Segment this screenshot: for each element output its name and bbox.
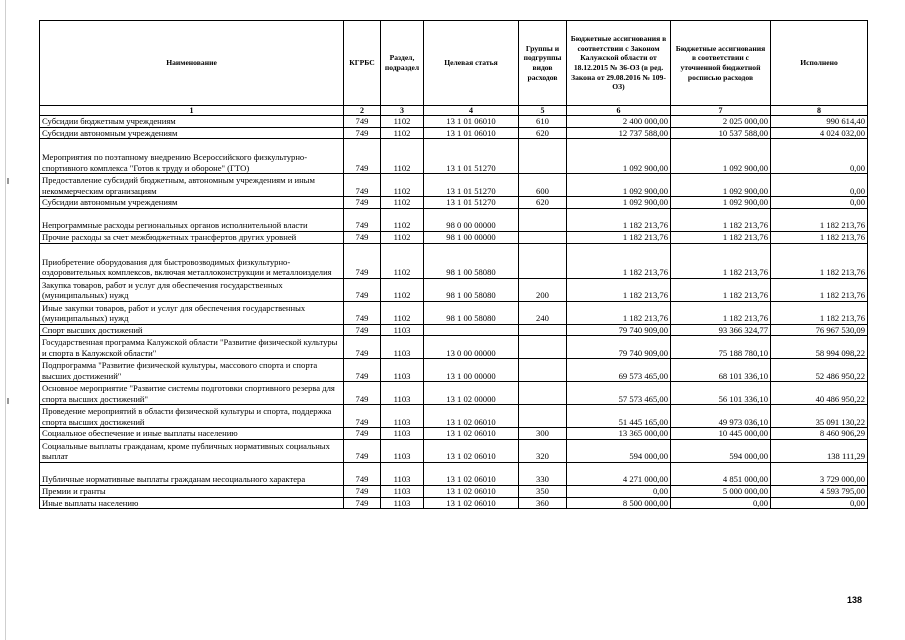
row-section: 1103 xyxy=(381,428,424,440)
header-kgrbs: КГРБС xyxy=(344,21,381,106)
row-executed-amount: 1 182 213,76 xyxy=(771,243,868,278)
row-target: 13 1 02 06010 xyxy=(424,485,519,497)
row-target: 13 0 00 00000 xyxy=(424,336,519,359)
row-name: Субсидии бюджетным учреждениям xyxy=(40,116,344,128)
row-law-amount: 1 092 900,00 xyxy=(567,139,671,174)
row-section: 1103 xyxy=(381,462,424,485)
row-law-amount: 13 365 000,00 xyxy=(567,428,671,440)
row-kgrbs: 749 xyxy=(344,139,381,174)
row-kgrbs: 749 xyxy=(344,382,381,405)
row-refined-amount: 68 101 336,10 xyxy=(671,359,771,382)
row-group: 200 xyxy=(519,278,567,301)
column-number: 2 xyxy=(344,106,381,116)
row-target: 13 1 02 06010 xyxy=(424,428,519,440)
table-row xyxy=(40,462,868,485)
row-executed-amount: 0,00 xyxy=(771,174,868,197)
table-row xyxy=(40,497,868,509)
table-row xyxy=(40,197,868,209)
row-section: 1102 xyxy=(381,243,424,278)
row-name: Прочие расходы за счет межбюджетных трансфертов других уровней xyxy=(40,231,344,243)
row-executed-amount: 76 967 530,09 xyxy=(771,324,868,336)
table-row xyxy=(40,116,868,128)
row-refined-amount: 1 182 213,76 xyxy=(671,278,771,301)
row-law-amount: 1 182 213,76 xyxy=(567,208,671,231)
row-law-amount: 1 182 213,76 xyxy=(567,243,671,278)
row-section: 1103 xyxy=(381,405,424,428)
row-group: 620 xyxy=(519,197,567,209)
row-executed-amount: 1 182 213,76 xyxy=(771,301,868,324)
header-row xyxy=(40,21,868,106)
row-target: 98 0 00 00000 xyxy=(424,208,519,231)
row-target: 13 1 02 06010 xyxy=(424,497,519,509)
column-number: 8 xyxy=(771,106,868,116)
row-group: 320 xyxy=(519,439,567,462)
table-row xyxy=(40,127,868,139)
row-target xyxy=(424,324,519,336)
table-row xyxy=(40,243,868,278)
row-law-amount: 69 573 465,00 xyxy=(567,359,671,382)
row-law-amount: 1 182 213,76 xyxy=(567,231,671,243)
row-section: 1103 xyxy=(381,382,424,405)
row-group xyxy=(519,324,567,336)
row-law-amount: 1 182 213,76 xyxy=(567,301,671,324)
row-refined-amount: 93 366 324,77 xyxy=(671,324,771,336)
row-executed-amount: 4 024 032,00 xyxy=(771,127,868,139)
row-section: 1103 xyxy=(381,485,424,497)
row-section: 1102 xyxy=(381,139,424,174)
row-kgrbs: 749 xyxy=(344,116,381,128)
row-group xyxy=(519,359,567,382)
row-refined-amount: 594 000,00 xyxy=(671,439,771,462)
header-refined: Бюджетные ассигнования в соответствии с уточненной бюджетной росписью расходов xyxy=(671,21,771,106)
row-executed-amount: 1 182 213,76 xyxy=(771,278,868,301)
row-section: 1102 xyxy=(381,278,424,301)
row-law-amount: 4 271 000,00 xyxy=(567,462,671,485)
row-section: 1103 xyxy=(381,359,424,382)
row-section: 1103 xyxy=(381,497,424,509)
row-target: 13 1 02 06010 xyxy=(424,462,519,485)
row-group: 240 xyxy=(519,301,567,324)
row-group xyxy=(519,208,567,231)
table-row xyxy=(40,359,868,382)
row-target: 98 1 00 58080 xyxy=(424,278,519,301)
row-executed-amount: 52 486 950,22 xyxy=(771,359,868,382)
column-number: 5 xyxy=(519,106,567,116)
row-target: 13 1 00 00000 xyxy=(424,359,519,382)
row-refined-amount: 2 025 000,00 xyxy=(671,116,771,128)
row-name: Субсидии автономным учреждениям xyxy=(40,197,344,209)
row-name: Мероприятия по поэтапному внедрению Всероссийского физкультурно-спортивного комплекса "Готов к труду и обороне" (ГТО) xyxy=(40,139,344,174)
row-refined-amount: 1 182 213,76 xyxy=(671,243,771,278)
row-group xyxy=(519,139,567,174)
row-law-amount: 79 740 909,00 xyxy=(567,336,671,359)
table-row xyxy=(40,278,868,301)
row-kgrbs: 749 xyxy=(344,462,381,485)
row-kgrbs: 749 xyxy=(344,439,381,462)
row-refined-amount: 1 182 213,76 xyxy=(671,231,771,243)
row-law-amount: 8 500 000,00 xyxy=(567,497,671,509)
row-law-amount: 594 000,00 xyxy=(567,439,671,462)
row-refined-amount: 10 537 588,00 xyxy=(671,127,771,139)
row-target: 13 1 02 06010 xyxy=(424,405,519,428)
row-name: Предоставление субсидий бюджетным, автономным учреждениям и иным некоммерческим организациям xyxy=(40,174,344,197)
row-refined-amount: 1 092 900,00 xyxy=(671,197,771,209)
row-executed-amount: 35 091 130,22 xyxy=(771,405,868,428)
row-group: 610 xyxy=(519,116,567,128)
row-refined-amount: 1 182 213,76 xyxy=(671,301,771,324)
row-kgrbs: 749 xyxy=(344,174,381,197)
row-section: 1102 xyxy=(381,116,424,128)
table-row xyxy=(40,336,868,359)
row-kgrbs: 749 xyxy=(344,497,381,509)
row-kgrbs: 749 xyxy=(344,278,381,301)
row-name: Иные закупки товаров, работ и услуг для обеспечения государственных (муниципальных) нужд xyxy=(40,301,344,324)
row-kgrbs: 749 xyxy=(344,127,381,139)
row-kgrbs: 749 xyxy=(344,197,381,209)
header-groups: Группы и подгруппы видов расходов xyxy=(519,21,567,106)
row-section: 1102 xyxy=(381,197,424,209)
row-law-amount: 57 573 465,00 xyxy=(567,382,671,405)
header-law: Бюджетные ассигнования в соответствии с Законом Калужской области от 18.12.2015 № 36-ОЗ (в ред. Закона от 29.08.2016 № 109-ОЗ) xyxy=(567,21,671,106)
row-refined-amount: 1 092 900,00 xyxy=(671,174,771,197)
row-target: 13 1 01 06010 xyxy=(424,127,519,139)
row-target: 98 1 00 58080 xyxy=(424,301,519,324)
row-name: Проведение мероприятий в области физической культуры и спорта, поддержка спорта высших достижений xyxy=(40,405,344,428)
row-executed-amount: 0,00 xyxy=(771,197,868,209)
row-executed-amount: 990 614,40 xyxy=(771,116,868,128)
row-law-amount: 79 740 909,00 xyxy=(567,324,671,336)
row-executed-amount: 1 182 213,76 xyxy=(771,231,868,243)
column-number: 7 xyxy=(671,106,771,116)
row-kgrbs: 749 xyxy=(344,208,381,231)
row-target: 13 1 01 51270 xyxy=(424,197,519,209)
row-refined-amount: 49 973 036,10 xyxy=(671,405,771,428)
column-number: 6 xyxy=(567,106,671,116)
column-number: 4 xyxy=(424,106,519,116)
row-group: 300 xyxy=(519,428,567,440)
row-kgrbs: 749 xyxy=(344,243,381,278)
row-executed-amount: 1 182 213,76 xyxy=(771,208,868,231)
header-name: Наименование xyxy=(40,21,344,106)
row-kgrbs: 749 xyxy=(344,231,381,243)
row-group: 600 xyxy=(519,174,567,197)
row-refined-amount: 5 000 000,00 xyxy=(671,485,771,497)
row-kgrbs: 749 xyxy=(344,405,381,428)
table-row xyxy=(40,324,868,336)
budget-table xyxy=(39,20,868,509)
row-refined-amount: 4 851 000,00 xyxy=(671,462,771,485)
row-law-amount: 1 092 900,00 xyxy=(567,174,671,197)
row-executed-amount: 3 729 000,00 xyxy=(771,462,868,485)
row-executed-amount: 40 486 950,22 xyxy=(771,382,868,405)
row-refined-amount: 10 445 000,00 xyxy=(671,428,771,440)
row-group xyxy=(519,336,567,359)
row-section: 1102 xyxy=(381,301,424,324)
row-group xyxy=(519,243,567,278)
row-name: Социальные выплаты гражданам, кроме публичных нормативных социальных выплат xyxy=(40,439,344,462)
table-row xyxy=(40,428,868,440)
row-law-amount: 0,00 xyxy=(567,485,671,497)
row-group xyxy=(519,405,567,428)
table-row xyxy=(40,174,868,197)
page-number: 138 xyxy=(846,595,862,605)
row-kgrbs: 749 xyxy=(344,324,381,336)
row-name: Подпрограмма "Развитие физической культуры, массового спорта и спорта высших достижений" xyxy=(40,359,344,382)
row-name: Непрограммные расходы региональных органов исполнительной власти xyxy=(40,208,344,231)
row-section: 1103 xyxy=(381,439,424,462)
table-row xyxy=(40,231,868,243)
row-refined-amount: 1 092 900,00 xyxy=(671,139,771,174)
row-executed-amount: 0,00 xyxy=(771,139,868,174)
row-group: 360 xyxy=(519,497,567,509)
row-law-amount: 2 400 000,00 xyxy=(567,116,671,128)
row-name: Публичные нормативные выплаты гражданам несоциального характера xyxy=(40,462,344,485)
row-name: Спорт высших достижений xyxy=(40,324,344,336)
table-body xyxy=(40,116,868,509)
header-executed: Исполнено xyxy=(771,21,868,106)
table-row xyxy=(40,382,868,405)
table-row xyxy=(40,301,868,324)
table-row xyxy=(40,405,868,428)
row-executed-amount: 4 593 795,00 xyxy=(771,485,868,497)
row-target: 13 1 01 51270 xyxy=(424,139,519,174)
row-refined-amount: 56 101 336,10 xyxy=(671,382,771,405)
row-section: 1103 xyxy=(381,324,424,336)
row-target: 98 1 00 00000 xyxy=(424,231,519,243)
row-kgrbs: 749 xyxy=(344,359,381,382)
row-refined-amount: 75 188 780,10 xyxy=(671,336,771,359)
row-name: Закупка товаров, работ и услуг для обеспечения государственных (муниципальных) нужд xyxy=(40,278,344,301)
row-group xyxy=(519,382,567,405)
row-group: 330 xyxy=(519,462,567,485)
binding-mark xyxy=(7,398,9,404)
row-kgrbs: 749 xyxy=(344,301,381,324)
row-name: Социальное обеспечение и иные выплаты населению xyxy=(40,428,344,440)
table-row xyxy=(40,208,868,231)
row-refined-amount: 0,00 xyxy=(671,497,771,509)
column-number: 1 xyxy=(40,106,344,116)
row-target: 98 1 00 58080 xyxy=(424,243,519,278)
row-executed-amount: 8 460 906,29 xyxy=(771,428,868,440)
row-section: 1102 xyxy=(381,231,424,243)
row-executed-amount: 138 111,29 xyxy=(771,439,868,462)
binding-mark xyxy=(7,178,9,184)
row-law-amount: 1 182 213,76 xyxy=(567,278,671,301)
row-target: 13 1 01 06010 xyxy=(424,116,519,128)
row-law-amount: 12 737 588,00 xyxy=(567,127,671,139)
row-section: 1102 xyxy=(381,208,424,231)
row-target: 13 1 02 00000 xyxy=(424,382,519,405)
row-name: Приобретение оборудования для быстровозводимых физкультурно-оздоровительных комплексов, включая металлоконструкции и металлоизделия xyxy=(40,243,344,278)
row-executed-amount: 0,00 xyxy=(771,497,868,509)
row-target: 13 1 02 06010 xyxy=(424,439,519,462)
row-group: 350 xyxy=(519,485,567,497)
row-section: 1102 xyxy=(381,174,424,197)
row-executed-amount: 58 994 098,22 xyxy=(771,336,868,359)
row-group: 620 xyxy=(519,127,567,139)
binding-margin-line xyxy=(5,0,6,640)
row-kgrbs: 749 xyxy=(344,485,381,497)
row-refined-amount: 1 182 213,76 xyxy=(671,208,771,231)
header-section: Раздел, подраздел xyxy=(381,21,424,106)
row-kgrbs: 749 xyxy=(344,336,381,359)
row-target: 13 1 01 51270 xyxy=(424,174,519,197)
row-name: Государственная программа Калужской области "Развитие физической культуры и спорта в Калужской области" xyxy=(40,336,344,359)
row-law-amount: 51 445 165,00 xyxy=(567,405,671,428)
row-name: Основное мероприятие "Развитие системы подготовки спортивного резерва для спорта высших достижений" xyxy=(40,382,344,405)
row-name: Иные выплаты населению xyxy=(40,497,344,509)
table-row xyxy=(40,439,868,462)
table-row xyxy=(40,139,868,174)
row-name: Премии и гранты xyxy=(40,485,344,497)
header-target: Целевая статья xyxy=(424,21,519,106)
row-section: 1103 xyxy=(381,336,424,359)
row-law-amount: 1 092 900,00 xyxy=(567,197,671,209)
column-number-row xyxy=(40,106,868,116)
row-kgrbs: 749 xyxy=(344,428,381,440)
row-group xyxy=(519,231,567,243)
row-name: Субсидии автономным учреждениям xyxy=(40,127,344,139)
table-row xyxy=(40,485,868,497)
row-section: 1102 xyxy=(381,127,424,139)
column-number: 3 xyxy=(381,106,424,116)
